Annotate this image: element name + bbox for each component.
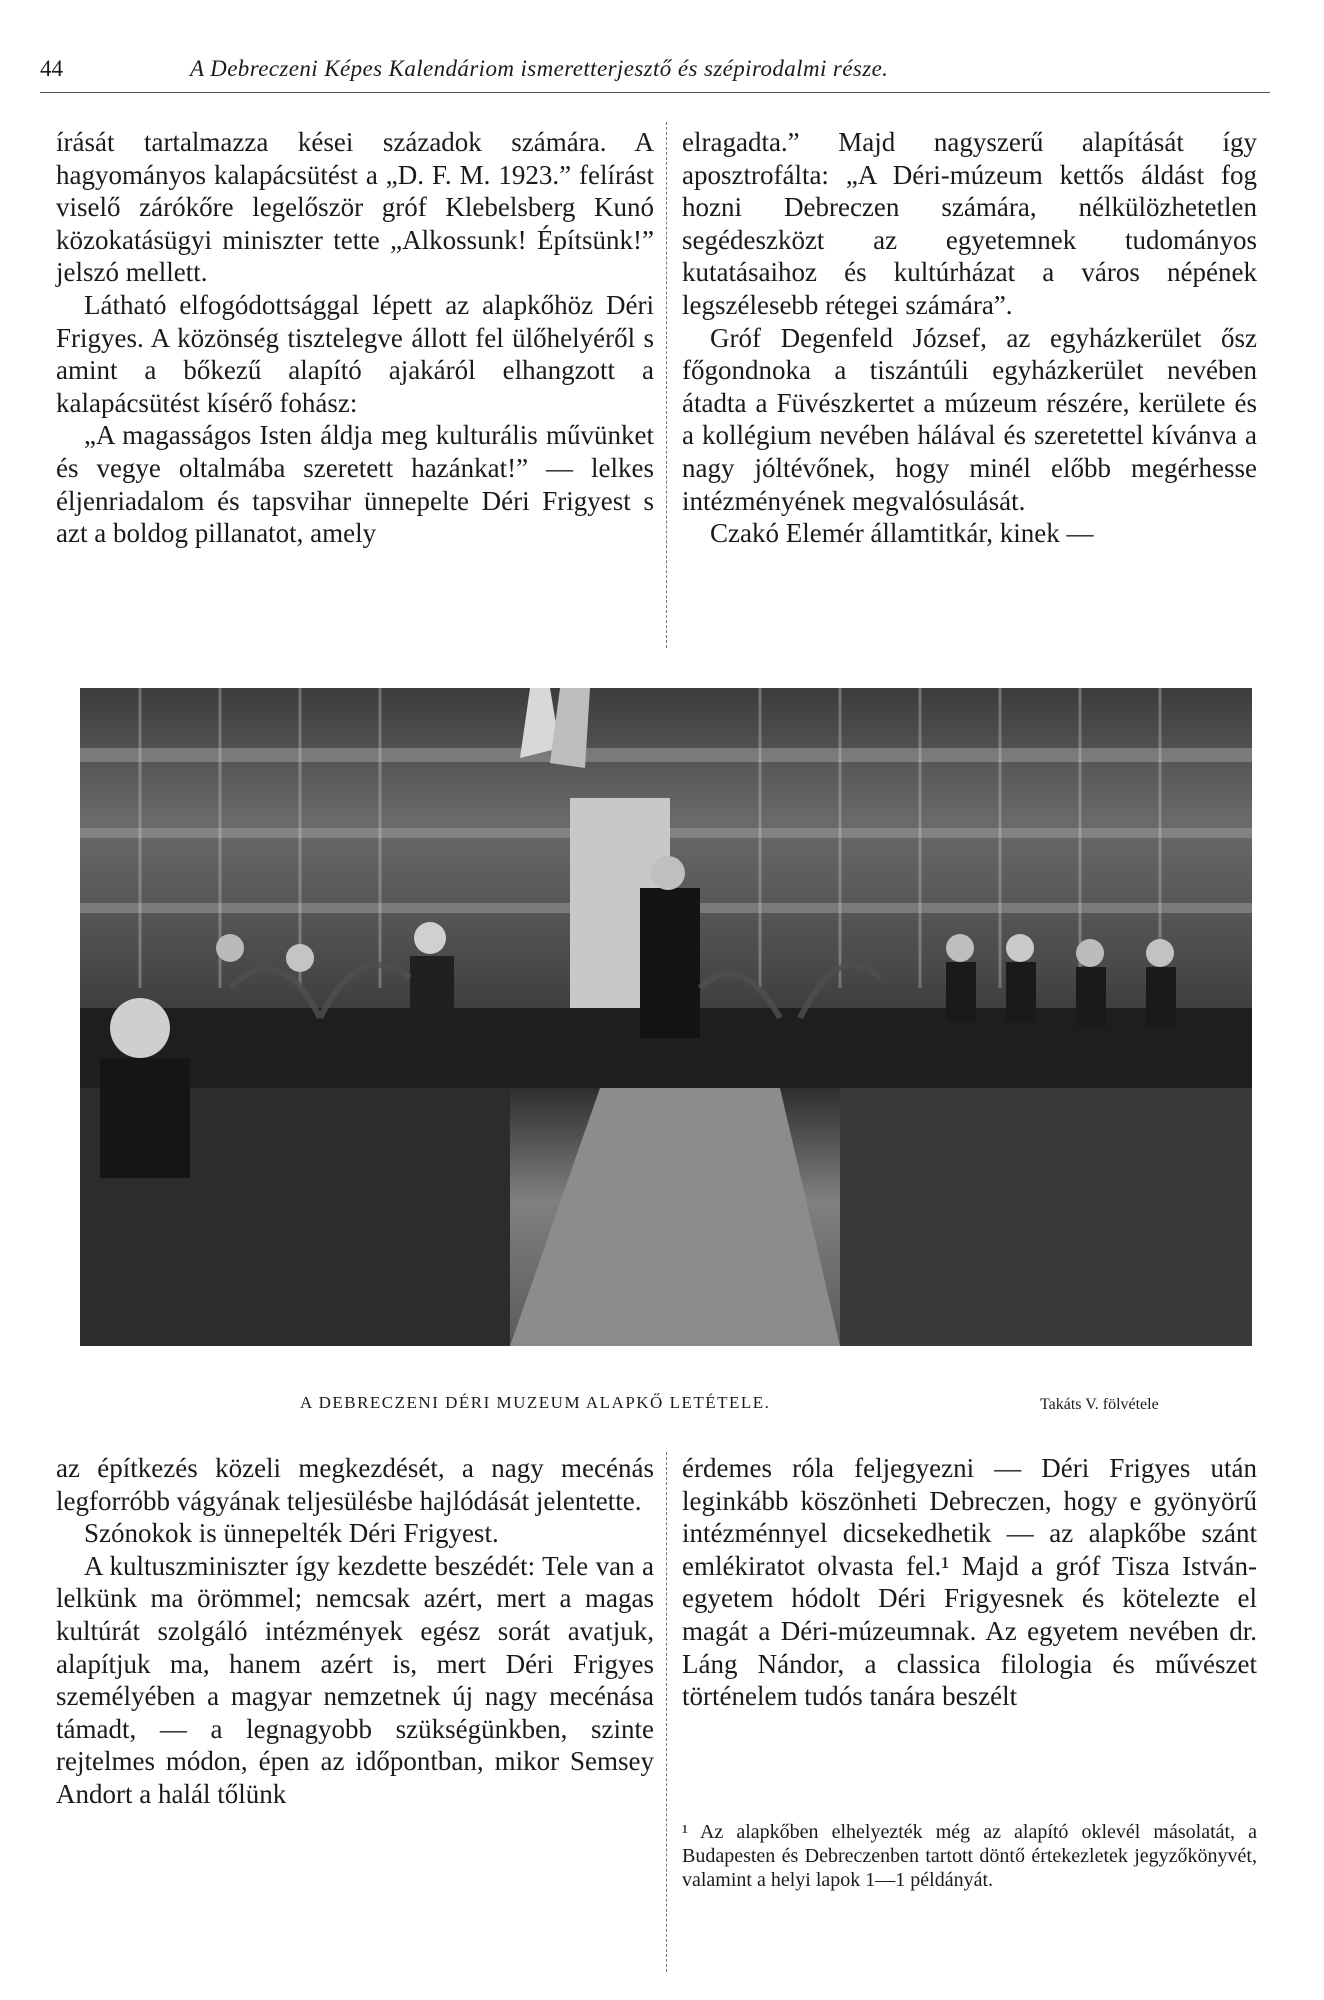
- figure-caption: A DEBRECZENI DÉRI MUZEUM ALAPKŐ LETÉTELE.: [300, 1393, 771, 1412]
- paragraph: Látható elfogódottsággal lépett az alapkőhöz Déri Frigyes. A közönség tisztelegve állott fel ülőhelyéről s amint a bőkezű alapító ajakáról elhangzott a kalapácsütést kísérő fohász:: [56, 289, 654, 418]
- ceremony-photograph: [80, 688, 1252, 1346]
- paragraph: A kultuszminiszter így kezdette beszédét: Tele van a lelkünk ma örömmel; nemcsak azért, mert a magas kultúrát szolgáló intézmények egész sorát avatjuk, alapítjuk ma, hanem azért is, mert Déri Frigyes személyében a magyar nemzetnek új nagy mecénása támadt, — a legnagyobb szükségünkben, szinte rejtelmes módon, épen az időpontban, mikor Semsey Andort a halál tőlünk: [56, 1550, 654, 1809]
- paragraph: Gróf Degenfeld József, az egyházkerület ősz főgondnoka a tiszántúli egyházkerület nevében átadta a Füvészkertet a múzeum részére, kerülete és a kollégium nevében hálával és szeretettel kívánva a nagy jóltévőnek, hogy minél előbb megérhesse intézményének megvalósulását.: [682, 322, 1257, 516]
- column-divider: [666, 122, 667, 648]
- page-number: 44: [40, 56, 63, 81]
- column-right-top: [682, 126, 1257, 550]
- running-title: A Debreczeni Képes Kalendáriom ismeretterjesztő és szépirodalmi része.: [190, 56, 889, 81]
- paragraph: érdemes róla feljegyezni — Déri Frigyes után leginkább köszönheti Debreczen, hogy e gyönyörű intézménnyel dicsekedhetik — az alapkőbe szánt emlékiratot olvasta fel.¹ Majd a gróf Tisza István-egyetem hódolt Déri Frigyesnek és kötelezte el magát a Déri-múzeumnak. Az egyetem nevében dr. Láng Nándor, a classica filologia és művészet történelem tudós tanára beszélt: [682, 1453, 1257, 1712]
- paragraph: Czakó Elemér államtitkár, kinek —: [710, 518, 1094, 549]
- column-divider: [666, 1452, 667, 1972]
- running-header: [40, 56, 1270, 93]
- column-right-bottom: [682, 1452, 1257, 1713]
- column-left-bottom: [56, 1452, 654, 1811]
- column-left-top: [56, 126, 654, 550]
- paragraph: Szónokok is ünnepelték Déri Frigyest.: [84, 1518, 499, 1549]
- photo-credit: Takáts V. fölvétele: [1040, 1396, 1159, 1413]
- footnote: ¹ Az alapkőben elhelyezték még az alapító oklevél másolatát, a Budapesten és Debreczenben tartott döntő értekezletek jegyzőkönyvét, valamint a helyi lapok 1—1 példányát.: [682, 1821, 1257, 1891]
- paragraph: „A magasságos Isten áldja meg kulturális művünket és vegye oltalmába szeretett hazánkat!” — lelkes éljenriadalom és tapsvihar ünnepelte Déri Frigyest s azt a boldog pillanatot, amely: [56, 420, 654, 549]
- photo-illustration: [80, 688, 1252, 1346]
- paragraph: írását tartalmazza kései századok számára. A hagyományos kalapácsütést a „D. F. M. 1923.” felírást viselő zárókőre legelőször gróf Klebelsberg Kunó közokatásügyi miniszter tette „Alkossunk! Építsünk!” jelszó mellett.: [56, 127, 654, 288]
- paragraph: az építkezés közeli megkezdését, a nagy mecénás legforróbb vágyának teljesülésbe hajlódását jelentette.: [56, 1453, 654, 1516]
- paragraph: elragadta.” Majd nagyszerű alapítását így aposztrofálta: „A Déri-múzeum kettős áldást fog hozni Debreczen számára, nélkülözhetetlen segédeszközt az egyetemnek tudományos kutatásaihoz és kultúrházat a város népének legszélesebb rétegei számára”.: [682, 127, 1257, 320]
